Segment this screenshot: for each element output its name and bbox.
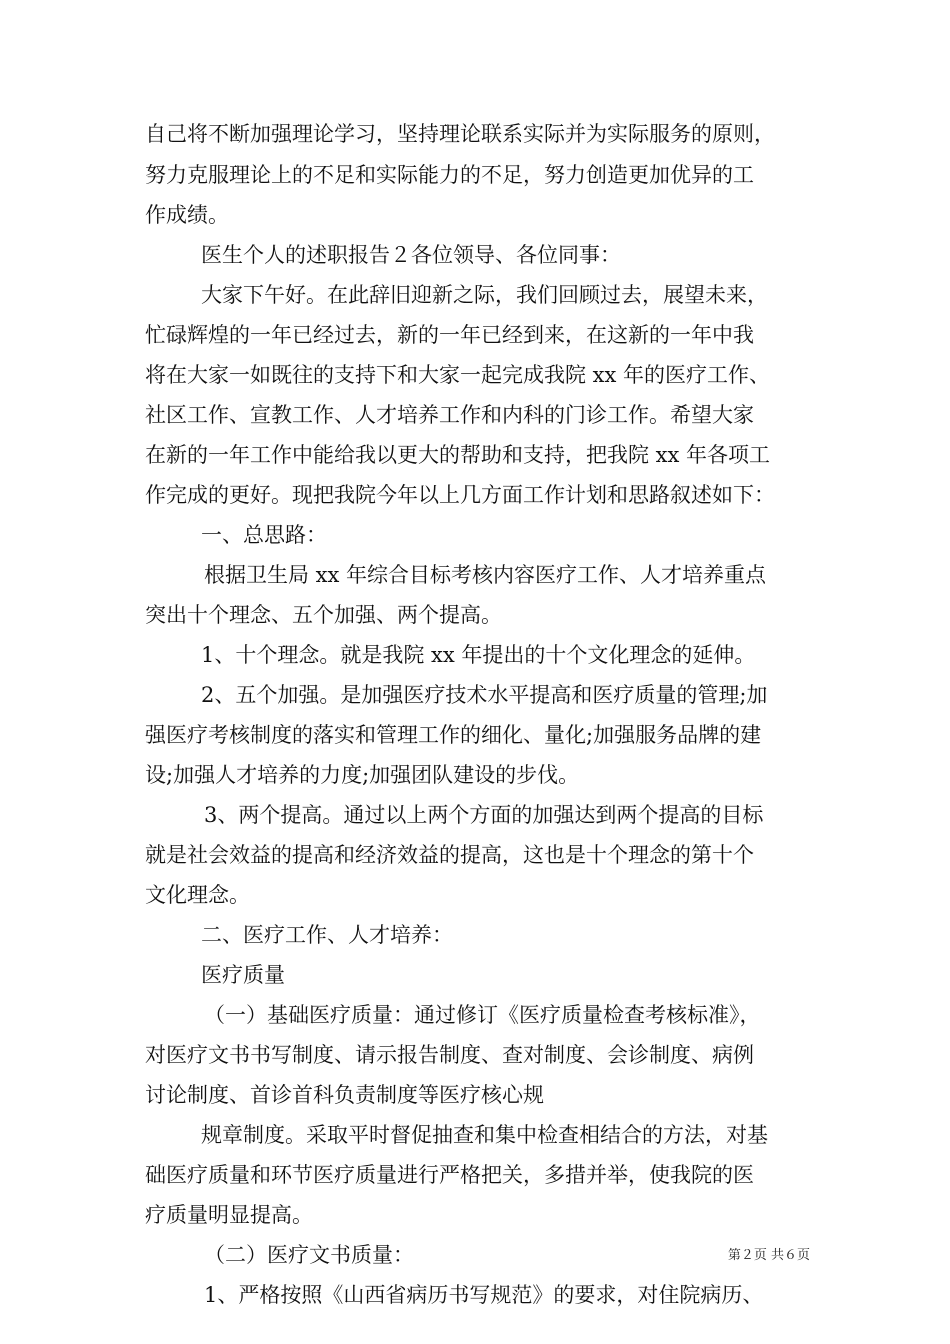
section-heading: 一、总思路：: [201, 523, 327, 547]
text-line: 突出十个理念、五个加强、两个提高。: [145, 603, 502, 627]
text-line: 医生个人的述职报告２各位领导、各位同事：: [201, 243, 621, 267]
text-line: 规章制度。采取平时督促抽查和集中检查相结合的方法，对基: [201, 1123, 768, 1147]
text-line: 在新的一年工作中能给我以更大的帮助和支持，把我院 xx 年各项工: [145, 443, 771, 467]
text-line: 就是社会效益的提高和经济效益的提高，这也是十个理念的第十个: [145, 843, 754, 867]
text-line: 强医疗考核制度的落实和管理工作的细化、量化;加强服务品牌的建: [145, 723, 762, 747]
text-line: （一）基础医疗质量：通过修订《医疗质量检查考核标准》，: [204, 1003, 761, 1027]
subsection-heading: 医疗质量: [201, 963, 285, 987]
text-line: 2、五个加强。是加强医疗技术水平提高和医疗质量的管理;加: [201, 683, 768, 707]
text-line: 设;加强人才培养的力度;加强团队建设的步伐。: [145, 763, 580, 787]
subsection-heading: （二）医疗文书质量：: [204, 1243, 414, 1267]
text-line: 作完成的更好。现把我院今年以上几方面工作计划和思路叙述如下：: [145, 483, 775, 507]
text-line: 大家下午好。在此辞旧迎新之际，我们回顾过去，展望未来，: [201, 283, 768, 307]
text-line: 1、严格按照《山西省病历书写规范》的要求，对住院病历、: [204, 1283, 764, 1307]
text-line: 疗质量明显提高。: [145, 1203, 313, 1227]
text-line: 自己将不断加强理论学习，坚持理论联系实际并为实际服务的原则，: [145, 122, 775, 146]
text-line: 社区工作、宣教工作、人才培养工作和内科的门诊工作。希望大家: [145, 403, 754, 427]
text-line: 讨论制度、首诊首科负责制度等医疗核心规: [145, 1083, 544, 1107]
page-number: 第２页 共６页: [727, 1248, 810, 1263]
text-line: 对医疗文书书写制度、请示报告制度、查对制度、会诊制度、病例: [145, 1043, 754, 1067]
text-line: 1、十个理念。就是我院 xx 年提出的十个文化理念的延伸。: [201, 643, 756, 667]
text-line: 作成绩。: [145, 203, 229, 227]
text-line: 忙碌辉煌的一年已经过去，新的一年已经到来，在这新的一年中我: [145, 323, 754, 347]
text-line: 将在大家一如既往的支持下和大家一起完成我院 xx 年的医疗工作、: [145, 363, 771, 387]
section-heading: 二、医疗工作、人才培养：: [201, 923, 453, 947]
text-line: 础医疗质量和环节医疗质量进行严格把关，多措并举，使我院的医: [145, 1163, 754, 1187]
text-line: 努力克服理论上的不足和实际能力的不足，努力创造更加优异的工: [145, 163, 754, 187]
text-line: 3、两个提高。通过以上两个方面的加强达到两个提高的目标: [204, 803, 764, 827]
text-line: 文化理念。: [145, 883, 250, 907]
text-line: 根据卫生局 xx 年综合目标考核内容医疗工作、人才培养重点: [204, 563, 767, 587]
